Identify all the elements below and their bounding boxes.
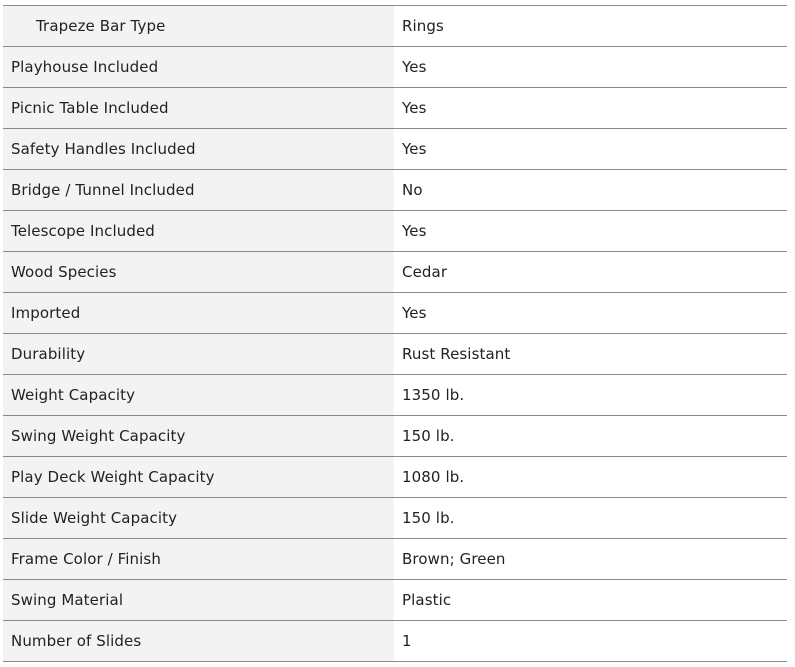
spec-value: Yes [394,88,787,128]
spec-row-number-of-slides [3,621,787,662]
spec-value: 1350 lb. [394,375,787,415]
spec-row-playhouse-included [3,47,787,88]
spec-row-trapeze-bar-type [3,6,787,47]
spec-row-play-deck-weight-capacity [3,457,787,498]
spec-label: Telescope Included [3,211,394,251]
spec-row-slide-weight-capacity [3,498,787,539]
spec-label: Trapeze Bar Type [3,6,394,46]
spec-value: Yes [394,211,787,251]
spec-label: Swing Weight Capacity [3,416,394,456]
spec-row-safety-handles-included [3,129,787,170]
spec-value: No [394,170,787,210]
spec-row-telescope-included [3,211,787,252]
spec-value: 150 lb. [394,416,787,456]
spec-label: Frame Color / Finish [3,539,394,579]
spec-value: Yes [394,293,787,333]
spec-row-frame-color-finish [3,539,787,580]
spec-value: Rings [394,6,787,46]
spec-label: Play Deck Weight Capacity [3,457,394,497]
spec-label: Wood Species [3,252,394,292]
specifications-table [3,5,787,662]
spec-value: Yes [394,129,787,169]
spec-value: 150 lb. [394,498,787,538]
spec-value: Rust Resistant [394,334,787,374]
spec-label: Swing Material [3,580,394,620]
spec-label: Number of Slides [3,621,394,661]
spec-row-bridge-tunnel-included [3,170,787,211]
spec-value: Plastic [394,580,787,620]
spec-row-imported [3,293,787,334]
spec-row-picnic-table-included [3,88,787,129]
spec-row-swing-weight-capacity [3,416,787,457]
spec-value: Yes [394,47,787,87]
spec-label: Weight Capacity [3,375,394,415]
spec-label: Slide Weight Capacity [3,498,394,538]
spec-value: Brown; Green [394,539,787,579]
spec-row-swing-material [3,580,787,621]
spec-label: Safety Handles Included [3,129,394,169]
spec-value: Cedar [394,252,787,292]
spec-row-wood-species [3,252,787,293]
spec-label: Imported [3,293,394,333]
spec-value: 1 [394,621,787,661]
spec-label: Playhouse Included [3,47,394,87]
spec-row-durability [3,334,787,375]
spec-value: 1080 lb. [394,457,787,497]
spec-label: Bridge / Tunnel Included [3,170,394,210]
spec-row-weight-capacity [3,375,787,416]
spec-label: Picnic Table Included [3,88,394,128]
spec-label: Durability [3,334,394,374]
